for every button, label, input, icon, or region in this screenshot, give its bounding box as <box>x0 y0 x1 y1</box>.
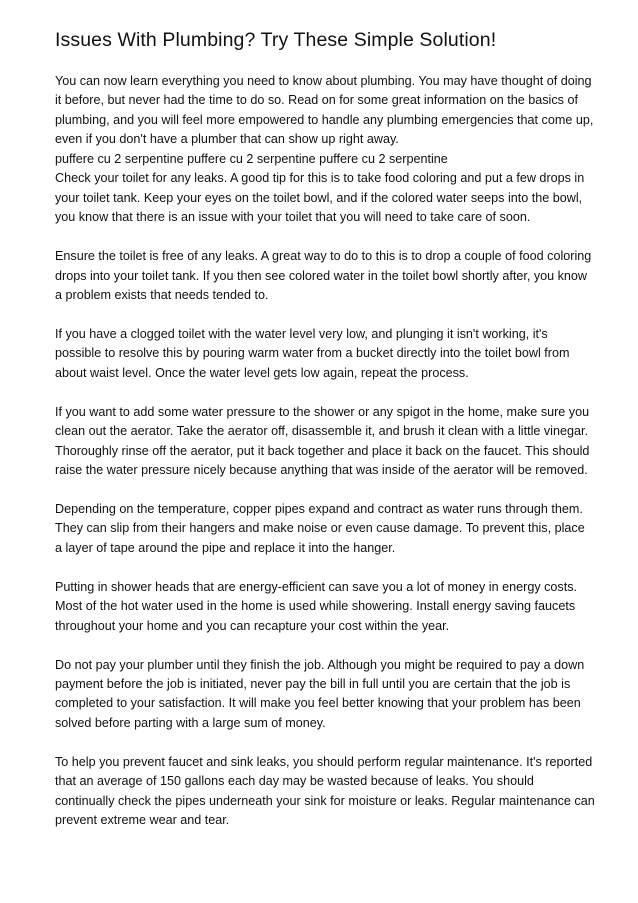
intro-paragraph: You can now learn everything you need to know about plumbing. You may have thought of doing it before, but never had the time to do so. Read on for some great information on the basics of plumbing, and you will feel more empowered to handle any plumbing emergencies that come up, even if you don't have a plumber that can show up right away. <box>55 74 594 147</box>
page-title: Issues With Plumbing? Try These Simple Solution! <box>55 29 497 51</box>
clogged-toilet-paragraph: If you have a clogged toilet with the water level very low, and plunging it isn't working, it's possible to resolve this by pouring warm water from a bucket directly into the toilet bowl from about waist level. Once the water level gets low again, repeat the process. <box>55 326 570 380</box>
keyword-line: puffere cu 2 serpentine puffere cu 2 serpentine puffere cu 2 serpentine <box>55 151 448 166</box>
toilet-leak-paragraph: Check your toilet for any leaks. A good tip for this is to take food coloring and put a few drops in your toilet tank. Keep your eyes on the toilet bowl, and if the colored water seeps into the bowl, you know that there is an issue with your toilet that you will need to take care of soon. <box>55 171 585 225</box>
pay-plumber-paragraph: Do not pay your plumber until they finish the job. Although you might be required to pay a down payment before the job is initiated, never pay the bill in full until you are certain that the job is completed to your satisfaction. It will make you feel better knowing that your problem has been solved before parting with a large sum of money. <box>55 657 585 730</box>
paragraph-spacer <box>55 733 595 752</box>
faucet-leaks-paragraph: To help you prevent faucet and sink leaks, you should perform regular maintenance. It's reported that an average of 150 gallons each day may be wasted because of leaks. You should continually check the pipes underneath your sink for moisture or leaks. Regular maintenance can prevent extreme wear and tear. <box>55 754 595 828</box>
paragraph-spacer <box>55 383 595 402</box>
paragraph-spacer <box>55 305 595 324</box>
copper-pipes-paragraph: Depending on the temperature, copper pipes expand and contract as water runs through them. They can slip from their hangers and make noise or even cause damage. To prevent this, place a layer of tape around the pipe and replace it into the hanger. <box>55 501 585 555</box>
paragraph-spacer <box>55 636 595 655</box>
paragraph-spacer <box>55 480 595 499</box>
document-page <box>55 28 595 831</box>
paragraph-spacer <box>55 558 595 577</box>
paragraph-spacer <box>55 228 595 247</box>
shower-heads-paragraph: Putting in shower heads that are energy-efficient can save you a lot of money in energy costs. Most of the hot water used in the home is used while showering. Install energy saving faucets throughout your home and you can recapture your cost within the year. <box>55 579 578 633</box>
toilet-free-of-leaks-paragraph: Ensure the toilet is free of any leaks. A great way to do to this is to drop a couple of food coloring drops into your toilet tank. If you then see colored water in the toilet bowl shortly after, you know a problem exists that needs tended to. <box>55 249 592 302</box>
water-pressure-paragraph: If you want to add some water pressure to the shower or any spigot in the home, make sure you clean out the aerator. Take the aerator off, disassemble it, and brush it clean with a little vinegar. Thoroughly rinse off the aerator, put it back together and place it back on the faucet. This should raise the water pressure nicely because anything that was inside of the aerator will be removed. <box>55 404 590 478</box>
